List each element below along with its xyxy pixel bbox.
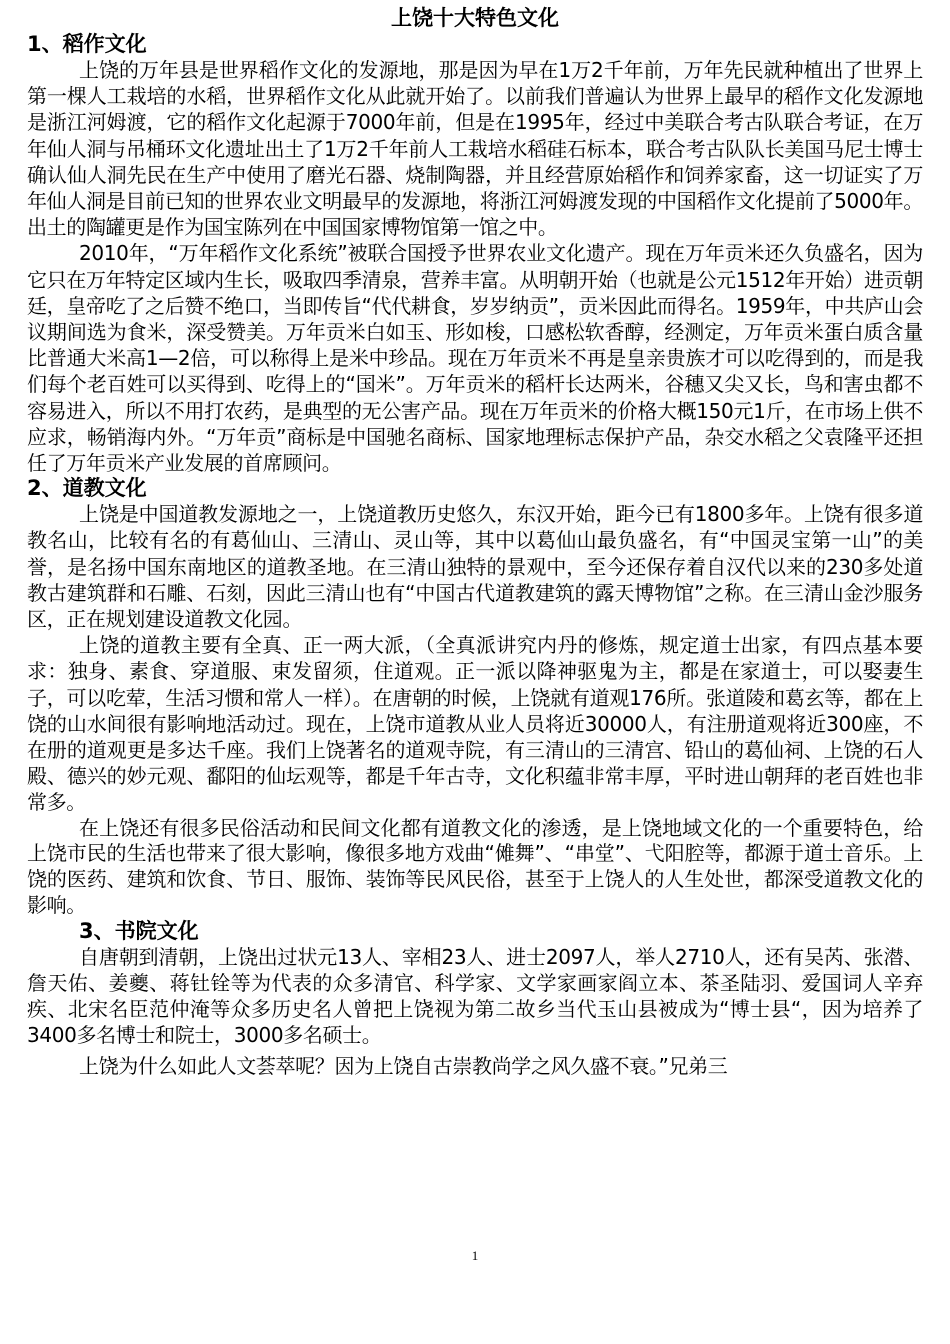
paragraph: 在上饶还有很多民俗活动和民间文化都有道教文化的渗透，是上饶地域文化的一个重要特色，给上饶市民的生活也带来了很大影响，像很多地方戏曲“傩舞”、“串堂”、弋阳腔等，都源于道士音乐。上饶的医药、建筑和饮食、节日、服饰、装饰等民风民俗，甚至于上饶人的人生处世，都深受道教文化的影响。 bbox=[27, 815, 923, 918]
section-heading-rice-culture: 1、稻作文化 bbox=[27, 32, 147, 56]
paragraph: 上饶的道教主要有全真、正一两大派，（全真派讲究内丹的修炼，规定道士出家，有四点基本要求：独身、素食、穿道服、束发留须，住道观。正一派以降神驱鬼为主，都是在家道士，可以娶妻生子，可以吃荤，生活习惯和常人一样）。在唐朝的时候，上饶就有道观176所。张道陵和葛玄等，都在上饶的山水间很有影响地活动过。现在，上饶市道教从业人员将近30000人，有注册道观将近300座，不在册的道观更是多达千座。我们上饶著名的道观寺院，有三清山的三清宫、铅山的葛仙祠、上饶的石人殿、德兴的妙元观、鄱阳的仙坛观等，都是千年古寺，文化积蕴非常丰厚，平时进山朝拜的老百姓也非常多。 bbox=[27, 633, 923, 815]
paragraph: 上饶为什么如此人文荟萃呢？因为上饶自古崇教尚学之风久盛不衰。”兄弟三 bbox=[79, 1053, 728, 1078]
paragraph: 上饶是中国道教发源地之一，上饶道教历史悠久，东汉开始，距今已有1800多年。上饶有很多道教名山，比较有名的有葛仙山、三清山、灵山等，其中以葛仙山最负盛名，有“中国灵宝第一山”的美誉，是名扬中国东南地区的道教圣地。在三清山独特的景观中，至今还保存着自汉代以来的230多处道教古建筑群和石雕、石刻，因此三清山也有“中国古代道教建筑的露天博物馆”之称。在三清山金沙服务区，正在规划建设道教文化园。 bbox=[27, 502, 923, 632]
page-number: 1 bbox=[471, 1248, 479, 1263]
section-heading-academy-culture: 3、书院文化 bbox=[79, 918, 199, 943]
paragraph: 自唐朝到清朝，上饶出过状元13人、宰相23人、进士2097人，举人2710人，还有吴芮、张潜、詹天佑、姜夔、蒋钍铨等为代表的众多清官、科学家、文学家画家阎立本、茶圣陆羽、爱国词人辛弃疾、北宋名臣范仲淹等众多历史名人曾把上饶视为第二故乡当代玉山县被成为“博士县“，因为培养了3400多名博士和院士，3000多名硕士。 bbox=[27, 944, 923, 1048]
paragraph: 2010年，“万年稻作文化系统”被联合国授予世界农业文化遗产。现在万年贡米还久负盛名，因为它只在万年特定区域内生长，吸取四季清泉，营养丰富。从明朝开始（也就是公元1512年开始）进贡朝廷，皇帝吃了之后赞不绝口，当即传旨“代代耕食，岁岁纳贡”，贡米因此而得名。1959年，中共庐山会议期间选为食米，深受赞美。万年贡米白如玉、形如梭，口感松软香醇，经测定，万年贡米蛋白质含量比普通大米高1—2倍，可以称得上是米中珍品。现在万年贡米不再是皇亲贵族才可以吃得到的，而是我们每个老百姓可以买得到、吃得上的“国米”。万年贡米的稻杆长达两米，谷穗又尖又长，鸟和害虫都不容易进入，所以不用打农药，是典型的无公害产品。现在万年贡米的价格大概150元1斤，在市场上供不应求，畅销海内外。“万年贡”商标是中国驰名商标、国家地理标志保护产品，杂交水稻之父袁隆平还担任了万年贡米产业发展的首席顾问。 bbox=[27, 241, 923, 476]
paragraph: 上饶的万年县是世界稻作文化的发源地，那是因为早在1万2千年前，万年先民就种植出了世界上第一棵人工栽培的水稻，世界稻作文化从此就开始了。以前我们普遍认为世界上最早的稻作文化发源地是浙江河姆渡，它的稻作文化起源于7000年前，但是在1995年，经过中美联合考古队联合考证，在万年仙人洞与吊桶环文化遗址出土了1万2千年前人工栽培水稻硅石标本，联合考古队队长美国马尼士博士确认仙人洞先民在生产中使用了磨光石器、烧制陶器，并且经营原始稻作和饲养家畜，这一切证实了万年仙人洞是目前已知的世界农业文明最早的发源地，将浙江河姆渡发现的中国稻作文化提前了5000年。出土的陶罐更是作为国宝陈列在中国国家博物馆第一馆之中。 bbox=[27, 58, 923, 240]
document-title: 上饶十大特色文化 bbox=[391, 6, 559, 30]
section-heading-taoism-culture: 2、道教文化 bbox=[27, 476, 147, 501]
